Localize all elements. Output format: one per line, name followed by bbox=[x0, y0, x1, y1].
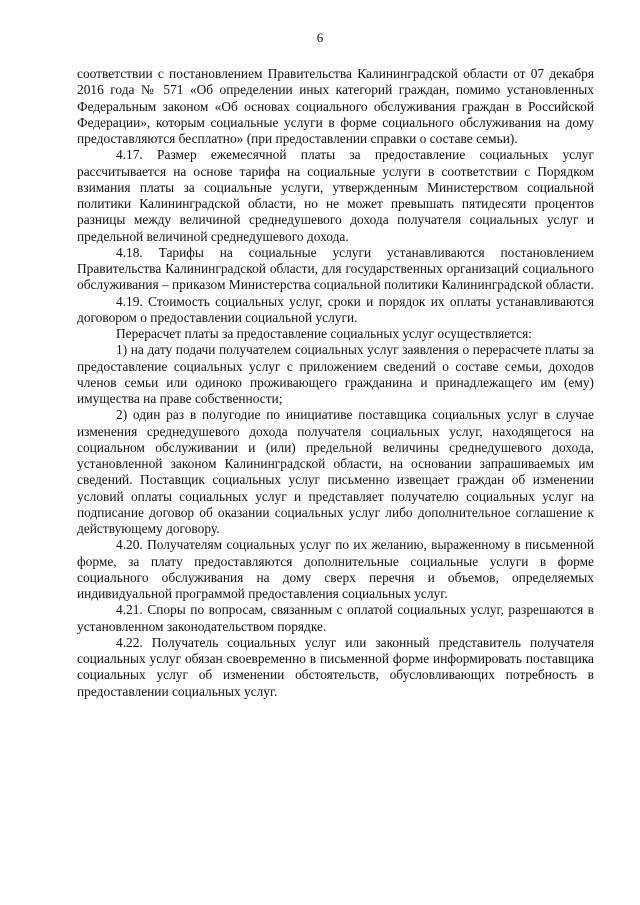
paragraph-4-19: 4.19. Стоимость социальных услуг, сроки и порядок их оплаты устанавливаются договором о предоставлении социальной услуги. bbox=[77, 293, 594, 325]
page-number: 6 bbox=[316, 30, 324, 45]
paragraph-recalculation-intro: Перерасчет платы за предоставление социальных услуг осуществляется: bbox=[116, 326, 532, 341]
document-body bbox=[77, 66, 594, 700]
paragraph-4-17: 4.17. Размер ежемесячной платы за предоставление социальных услуг рассчитывается на основе тарифа на социальные услуги в соответствии с Порядком взимания платы за социальные услуги, утвержденным Министерством социальной политики Калининградской области, но не может превышать пятидесяти процентов разницы между величиной среднедушевого дохода получателя социальных услуг и предельной величиной среднедушевого дохода. bbox=[77, 147, 594, 244]
paragraph-recalculation-item-2: 2) один раз в полугодие по инициативе поставщика социальных услуг в случае изменения среднедушевого дохода получателя социальных услуг, находящегося на социальном обслуживании и (или) предельной величины среднедушевого дохода, установленной законом Калининградской области, на основании запрашиваемых им сведений. Поставщик социальных услуг письменно извещает граждан об изменении условий оплаты социальных услуг и представляет получателю социальных услуг на подписание договор об оказании социальных услуг либо дополнительное соглашение к действующему договору. bbox=[77, 407, 594, 536]
paragraph-4-20: 4.20. Получателям социальных услуг по их желанию, выраженному в письменной форме, за плату предоставляются дополнительные социальные услуги в форме социального обслуживания на дому сверх перечня и объемов, определяемых индивидуальной программой предоставления социальных услуг. bbox=[77, 537, 594, 601]
paragraph-4-22: 4.22. Получатель социальных услуг или законный представитель получателя социальных услуг обязан своевременно в письменной форме информировать поставщика социальных услуг об изменении обстоятельств, обусловливающих потребность в предоставлении социальных услуг. bbox=[77, 634, 594, 699]
paragraph-4-21: 4.21. Споры по вопросам, связанным с оплатой социальных услуг, разрешаются в установленном законодательством порядке. bbox=[77, 602, 594, 634]
paragraph-continuation: соответствии с постановлением Правительства Калининградской области от 07 декабря 2016 года № 571 «Об определении иных категорий граждан, помимо установленных Федеральным законом «Об основах социального обслуживания граждан в Российской Федерации», которым социальные услуги в форме социального обслуживания на дому предоставляются бесплатно» (при предоставлении справки о составе семьи). bbox=[77, 66, 594, 146]
paragraph-recalculation-item-1: 1) на дату подачи получателем социальных услуг заявления о перерасчете платы за предоставление социальных услуг с приложением сведений о составе семьи, доходов членов семьи или одиноко проживающего гражданина и принадлежащего им (ему) имущества на праве собственности; bbox=[77, 342, 594, 406]
paragraph-4-18: 4.18. Тарифы на социальные услуги устанавливаются постановлением Правительства Калининградской области, для государственных организаций социального обслуживания – приказом Министерства социальной политики Калининградской области. bbox=[77, 244, 594, 293]
